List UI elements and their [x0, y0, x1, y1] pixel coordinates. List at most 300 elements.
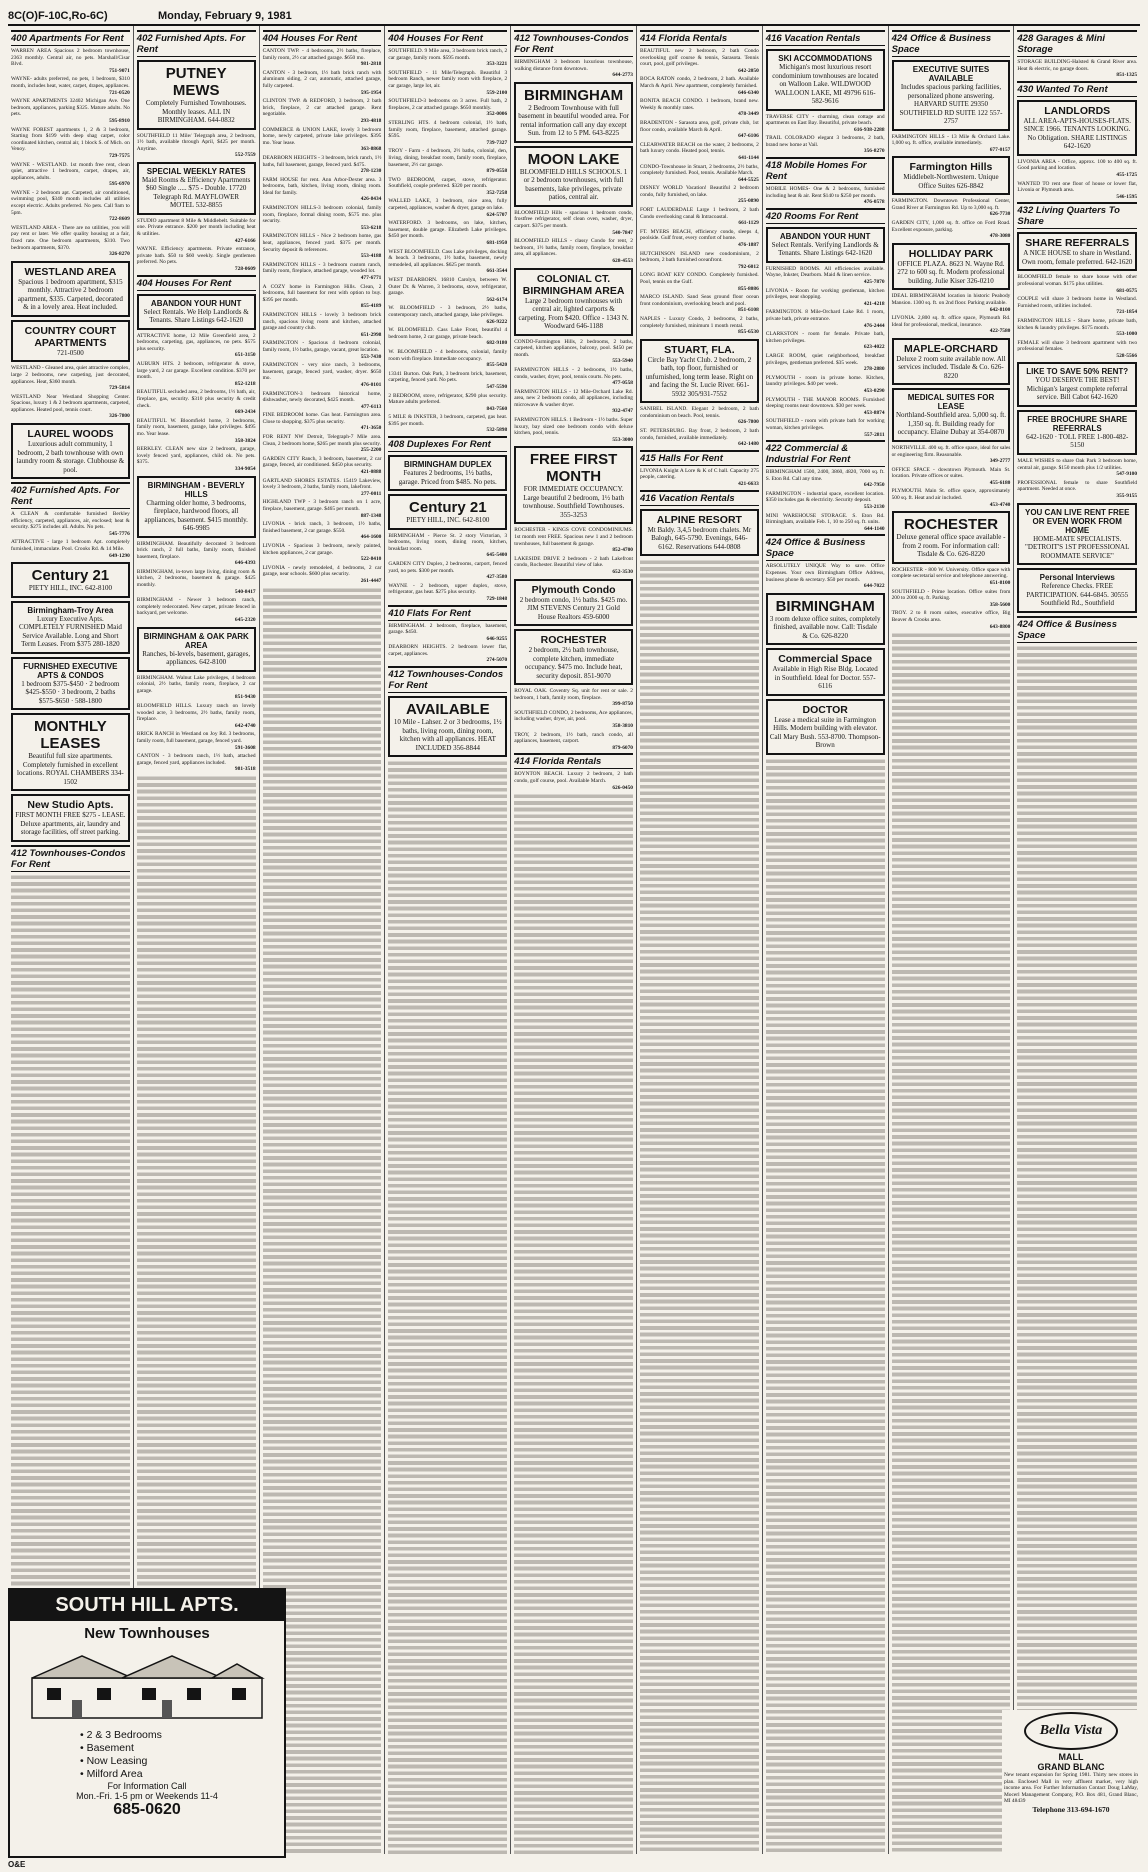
ad-phone: 661-1129: [738, 220, 759, 227]
ad-text: CONDO-Townhouse in Stuart, 2 bedrooms, 2½ baths, completely furnished. Pool, tennis. Available March.: [639, 163, 759, 177]
display-ad-body: HOME-MATE SPECIALISTS. "DETROIT'S 1ST PROFESSIONAL ROOMMATE SERVICE": [1025, 534, 1130, 560]
display-ad-title: Farmington Hills: [909, 161, 993, 174]
display-ad-title: MOON LAKE: [527, 150, 620, 168]
classified-ad: [388, 414, 507, 434]
classified-ad: [640, 185, 759, 205]
south-hill-apts-ad: [8, 1588, 286, 1858]
ad-text: SOUTHFIELD 11 Mile/ Telegraph area, 2 bedroom, 1½ bath, available through April, $425 per month. Anytime.: [136, 132, 256, 152]
display-ad: [892, 156, 1011, 195]
display-ad-title: SPECIAL WEEKLY RATES: [146, 166, 246, 176]
ad-phone: 642-7950: [863, 482, 885, 489]
ad-text: MINI WAREHOUSE STORAGE. S. Eton Rd. Birmingham, available Feb. 1, 10 to 250 sq. ft. units.: [765, 512, 885, 526]
display-ad-title: ROCHESTER: [540, 634, 607, 647]
classified-ad: [388, 349, 507, 369]
ad-phone: 545-7776: [109, 530, 130, 537]
classified-ad: [388, 371, 507, 391]
ad-phone: 721-1854: [1116, 309, 1138, 316]
ad-text: WAYNE APARTMENTS 32402 Michigan Ave. One bedroom, appliances, parking $325. Mature adults. No pets.: [11, 98, 130, 118]
classified-ad: [766, 266, 885, 286]
classified-ad: [388, 148, 507, 174]
ad-phone: 677-0157: [989, 146, 1011, 153]
ad-phone: 645-2320: [234, 617, 256, 624]
section-heading: 408 Duplexes For Rent: [388, 436, 507, 452]
ad-phone: 855-8086: [738, 285, 759, 292]
classified-ad: [263, 233, 382, 259]
ad-phone: 476-0101: [360, 381, 382, 388]
ad-phone: 352-7258: [486, 189, 508, 196]
ad-text: STERLING HTS. 4 bedroom colonial, 1½ bath, family room, fireplace, basement, attached garage. $595.: [388, 119, 508, 140]
display-ad: [11, 562, 130, 598]
ad-phone: 547-9100: [1116, 471, 1138, 478]
display-ad-body: 2 bedroom, 2½ bath townhouse, complete kitchen, immediate occupancy. $475 mo. Include heat, security deposit. 851-9070: [524, 646, 623, 680]
classified-ad: [263, 48, 382, 68]
section-heading: 402 Furnished Apts. For Rent: [11, 482, 130, 509]
classified-ad: [640, 251, 759, 271]
ad-phone: 644-7022: [863, 583, 885, 590]
ad-phone: 326-7800: [109, 413, 130, 420]
classified-ad: [514, 59, 633, 79]
classified-ad: [263, 456, 382, 476]
classified-ad: [388, 305, 507, 325]
ad-text: 13341 Burton. Oak Park, 3 bedroom brick, basement, carpeting, fenced yard. No pets.: [388, 370, 508, 384]
display-ad-title: New Studio Apts.: [27, 799, 114, 812]
ad-text: BLOOMFIELD HILLS - classy Condo for rent, 2 bedroom, 1½ baths, family room, fireplace, breakfast area, all appliances.: [514, 238, 633, 258]
ad-text: BIRMINGHAM 1500, 2400, 3860, 4820, 7000 sq. ft. S. Eton Rd. Call any time.: [765, 469, 885, 482]
ad-text: PLYMOUTH - THE MANOR ROOMS. Furnished sleeping rooms near downtown. $30 per week.: [765, 396, 885, 410]
section-heading: 400 Apartments For Rent: [11, 30, 130, 46]
ad-text: 2 BEDROOM, stove, refrigerator, $290 plus security. Mature adults preferred.: [388, 392, 508, 406]
ad-text: FT. MYERS BEACH, efficiency condo, sleeps 4, poolside. Gulf front, every comfort of home.: [639, 228, 759, 242]
ad-text: WATERFORD. 3 bedrooms, on lake, kitchen, basement, double garage. Elizabeth Lake privileges. $450 per month.: [388, 220, 508, 240]
ad-text: ROCHESTER - KINGS COVE CONDOMINIUMS. 1st month rent FREE. Spacious new 1 and 2 bedroom townhouses, full basement & garage.: [514, 527, 633, 547]
display-ad-title: AVAILABLE: [405, 701, 490, 719]
ad-text: GARDEN CITY, 1,000 sq. ft. office on Ford Road. Excellent exposure, parking.: [891, 220, 1011, 233]
display-ad-body: BLOOMFIELD HILLS SCHOOLS. 1 or 2 bedroom townhouses, with full basements, lake privileges, private patios, central air.: [519, 167, 628, 202]
classified-ad: [388, 249, 507, 275]
ad-text: FARMINGTON - Spacious 4 bedroom colonial, family room, 1½ baths, garage, vacant, great location.: [262, 340, 382, 353]
ad-phone: 661-3544: [486, 268, 508, 275]
bullet-icon: •: [80, 1742, 87, 1754]
ad-text: CLEARWATER BEACH on the water, 2 bedrooms, 2 bath luxury condo. Heated pool, tennis.: [639, 141, 759, 155]
ad-phone: 453-4740: [989, 501, 1011, 508]
display-ad-body: ALL AREA-APTS-HOUSES-FLATS. SINCE 1966. TENANTS LOOKING. No Obligation. SHARE LISTINGS 642-1620: [1023, 116, 1131, 151]
ad-text: DEARBORN HEIGHTS - 3 bedroom, brick ranch, 1½ baths, full basement, garage, fenced yard. $475.: [262, 154, 382, 168]
fine-print-text-block: [1017, 645, 1137, 1854]
display-ad: [137, 627, 256, 672]
ad-phone: 522-8410: [360, 556, 382, 563]
ad-text: WAYNE FOREST apartments 1, 2 & 3 bedroom, Starting from $199 with deep shag carpet, color coordinated kitchen, central air, 1 block S. of Mich. on Venoy.: [11, 126, 130, 153]
ad-text: GARDEN CITY Duplex, 2 bedrooms, carport, fenced yard, no pets. $300 per month.: [388, 560, 508, 574]
ad-phone: 851-1325: [1116, 72, 1138, 79]
ad-phone: 591-3608: [234, 744, 256, 751]
ad-text: FARMINGTON HILLS - 3 bedroom custom ranch, family room, fireplace, attached garage, wooded lot.: [262, 261, 382, 275]
ad-text: FURNISHED ROOMS. All efficiencies available. Wayne, Inkster, Dearborn. Maid & linen service.: [765, 265, 885, 279]
display-ad: [11, 794, 130, 842]
section-heading: 404 Houses For Rent: [388, 30, 507, 46]
classified-ad: [514, 339, 633, 365]
display-ad: [137, 476, 256, 538]
ad-phone: 476-1887: [738, 242, 759, 249]
classified-ad: [766, 491, 885, 511]
display-ad-body: Includes spacious parking facilities, personalized phone answering. HARVARD SUITE 29350 SOUTHFIELD RD SUITE 122 557-2757: [899, 83, 1003, 125]
ad-text: HIGHLAND TWP - 3 bedroom ranch on 1 acre, fireplace, basement, garage. $465 per month.: [262, 499, 382, 512]
display-ad-body: Deluxe general office space available - from 2 room. For information call: Tisdale & Co. 626-8220: [896, 533, 1006, 559]
classified-ad: [640, 76, 759, 96]
ad-phone: 478-3080: [989, 233, 1011, 240]
classified-ad: [388, 533, 507, 559]
classified-ad: [11, 190, 130, 223]
south-hill-hours: Mon.-Fri. 1-5 pm or Weekends 11-4: [76, 1791, 218, 1801]
classified-ad: [892, 467, 1011, 487]
section-heading: 415 Halls For Rent: [640, 450, 759, 466]
display-ad-title: FREE BROCHURE SHARE REFERRALS: [1027, 414, 1128, 433]
classified-ad: [263, 521, 382, 541]
ad-phone: 425-7870: [863, 279, 885, 286]
display-ad-body: PIETY HILL, INC. 642-8100: [406, 516, 490, 525]
ad-phone: 879-0558: [486, 168, 508, 175]
classified-ad: [137, 333, 256, 359]
classified-ad: [388, 583, 507, 603]
classified-ad: [640, 229, 759, 249]
classified-ad: [892, 445, 1011, 465]
section-heading: 404 Houses For Rent: [263, 30, 382, 46]
classified-ad: [514, 688, 633, 708]
ad-text: AUBURN HTS. 2 bedroom, refrigerator & stove, large yard, 2 car garage. Excellent condition. $370 per month.: [136, 361, 256, 381]
ad-phone: 540-7847: [612, 229, 633, 236]
classified-ad: [11, 225, 130, 258]
display-ad: [11, 423, 130, 479]
ad-phone: 353-3221: [486, 61, 508, 68]
display-ad-title: LANDLORDS: [1044, 104, 1111, 117]
south-hill-feature: [80, 1742, 284, 1755]
classified-ad: [388, 327, 507, 347]
section-heading: 420 Rooms For Rent: [766, 208, 885, 224]
display-ad: [11, 713, 130, 791]
display-ad-body: Completely Furnished Townhouses. Monthly leases. ALL IN BIRMINGHAM. 644-0832: [145, 99, 247, 124]
south-hill-feature: [80, 1729, 284, 1742]
ad-text: BIRMINGHAM - Pierce St. 2 story Victorian, 3 bedrooms, living room, dining room, kitchen, breakfast room.: [388, 532, 508, 552]
ad-phone: 646-9255: [486, 635, 508, 642]
classified-ad: [263, 434, 382, 454]
ad-phone: 626-9222: [486, 318, 508, 325]
section-heading: 402 Furnished Apts. For Rent: [137, 30, 256, 57]
ad-text: ATTRACTIVE - large 1 bedroom Apt. completely furnished, immaculate. Pool. Crooks Rd. & 14 Mile.: [11, 539, 130, 553]
ad-phone: 528-5566: [1116, 352, 1138, 359]
classified-ad: [640, 164, 759, 184]
display-ad-title: FREE FIRST MONTH: [529, 451, 618, 486]
display-ad: [514, 268, 633, 336]
display-ad-body: Luxurious adult community, 1 bedroom, 2 bath townhouse with own laundry room & storage. Clubhouse & pool.: [16, 440, 125, 474]
south-hill-feature-text: Now Leasing: [86, 1755, 148, 1767]
ad-text: FEMALE will share 3 bedroom apartment with two professional females.: [1017, 339, 1138, 353]
fine-print-text-block: [388, 760, 507, 1854]
classified-ad: [263, 98, 382, 124]
bullet-icon: •: [80, 1755, 87, 1767]
display-ad-title: ROCHESTER: [903, 516, 999, 534]
display-ad-title: HOLLIDAY PARK: [908, 247, 994, 260]
ad-phone: 642-4740: [234, 722, 256, 729]
ad-phone: 651-8100: [989, 579, 1011, 586]
display-ad-title: ABANDON YOUR HUNT: [150, 298, 242, 308]
ad-phone: 553-6218: [360, 224, 382, 231]
display-ad: [640, 509, 759, 557]
section-heading: 416 Vacation Rentals: [766, 30, 885, 46]
classified-ad: [892, 134, 1011, 154]
ad-phone: 278-1230: [360, 168, 382, 175]
classified-ad: [514, 732, 633, 752]
ad-phone: 981-2818: [360, 61, 382, 68]
classified-columns: [8, 24, 1140, 1854]
ad-phone: 641-1144: [738, 154, 759, 161]
section-heading: 416 Vacation Rentals: [640, 490, 759, 506]
classified-ad: [137, 597, 256, 623]
bella-vista-phone: Telephone 313-694-1670: [1032, 1804, 1110, 1814]
classified-ad: [1017, 480, 1137, 500]
ad-text: MALE WISHES to share Oak Park 3 bedroom home, central air, garage. $150 month plus 1/2 utilities.: [1017, 457, 1138, 471]
ad-phone: 355-9155: [1116, 492, 1138, 499]
display-ad: [766, 49, 885, 111]
display-ad: [388, 455, 507, 491]
ad-phone: 626-7800: [738, 419, 759, 426]
classified-ad: [137, 389, 256, 415]
ad-text: WEST DEARBORN. 16810 Carolyn, between W. Outer Dr. & Warren, 3 bedrooms, stove, refrigerator, garage.: [388, 277, 508, 297]
south-hill-subtitle: New Townhouses: [84, 1625, 210, 1642]
page-header: [8, 8, 1140, 24]
section-heading: 404 Houses For Rent: [137, 275, 256, 291]
ad-text: BLOOMFIELD HILLS. Luxury ranch on lovely wooded acre, 3 bedrooms, 2½ baths, family room, fireplace.: [136, 703, 256, 723]
ad-text: W. BLOOMFIELD. Cass Lake Front, beautiful 4 bedroom home, 2 car garage, private beach.: [388, 327, 508, 340]
ad-text: LIVONIA - Spacious 3 bedroom, newly painted, kitchen appliances, 2 car garage.: [262, 542, 382, 556]
classified-ad: [137, 541, 256, 567]
ad-phone: 646-4393: [234, 560, 256, 567]
ad-phone: 642-1480: [738, 441, 759, 448]
classified-ad: [11, 127, 130, 160]
section-heading: 414 Florida Rentals: [640, 30, 759, 46]
ad-phone: 546-1595: [1116, 193, 1138, 200]
bella-vista-body: New tenant expansion for Spring 1981. Thirty new stores in plan. Enclosed Mall in very affluent market, very high income area. For Further Information Contact Doug LaMay, Mocerl Management Company, P.O. Box 481, Grand Blanc, MI 48439: [1004, 1772, 1138, 1805]
classified-ad: [388, 644, 507, 664]
classified-ad: [11, 162, 130, 188]
ad-phone: 643-8800: [989, 623, 1011, 630]
display-ad-title: MONTHLY LEASES: [34, 718, 107, 753]
ad-phone: 729-7575: [109, 152, 130, 159]
column-5: [511, 26, 637, 1854]
classified-ad: [388, 177, 507, 197]
south-hill-feature-list: [10, 1729, 284, 1781]
ad-phone: 595-1954: [360, 89, 382, 96]
ad-phone: 644-5525: [738, 176, 759, 183]
ad-text: NAPLES - Luxury Condo, 2 bedrooms, 2 baths, completely furnished, minimum 1 month rental.: [639, 315, 759, 329]
ad-phone: 455-6180: [989, 479, 1011, 486]
ad-phone: 852-1218: [234, 380, 256, 387]
ad-phone: 624-5707: [486, 211, 508, 218]
ad-text: LIVONIA - newly remodeled, 4 bedrooms, 2 car garage, near schools. $600 plus security.: [262, 564, 382, 578]
issue-date: Monday, February 9, 1981: [158, 10, 292, 22]
classified-ad: [263, 312, 382, 338]
display-ad-body: Ranches, bi-levels, basement, garages, appliances. 642-8100: [142, 649, 251, 667]
ad-text: SOUTHFIELD CONDO, 2 bedrooms, Ace appliances, including washer, dryer, air, pool.: [514, 709, 633, 723]
ad-text: WALLED LAKE, 3 bedroom, nice area, fully carpeted, appliances, washer & dryer, garage on lake.: [388, 198, 508, 212]
classified-ad: [640, 316, 759, 336]
ad-text: PLYMOUTH. Main St. office space, approximately 500 sq. ft. Heat and air included.: [891, 488, 1011, 502]
ad-text: WESTLAND AREA - There are no utilities, you will pay rent or later. We offer quality housing at a fair, fixed rate. One bedroom apartments, $310. Two bedroom apartments, $370.: [11, 224, 130, 251]
classified-ad: [892, 220, 1011, 240]
ad-text: SOUTHFIELD - 11 Mile/Telegraph. Beautiful 3 bedroom Ranch, newer family room with fireplace, 2 car garage, large lot, air.: [388, 69, 508, 89]
display-ad: [514, 146, 633, 207]
display-ad: [388, 696, 507, 757]
ad-phone: 363-8868: [360, 146, 382, 153]
ad-phone: 274-5070: [486, 657, 508, 664]
ad-text: MOBILE HOMES- One & 2 bedrooms, furnished including heat & air. Rent $140 to $250 per month.: [765, 186, 885, 199]
classified-ad: [388, 120, 507, 146]
ad-text: WARREN AREA Spacious 2 bedroom townhouse, 2363 monthly. Central air, no pets. Marshall/Cisar Blvd.: [11, 48, 130, 68]
ad-text: BOYNTON BEACH. Luxury 2 bedroom, 2 bath condo, golf course, pool. Available March.: [514, 771, 633, 785]
ad-text: FOR RENT NW Detroit, Telegraph-7 Mile area. Clean, 2 bedroom home, $265 per month plus security.: [262, 434, 382, 447]
classified-ad: [388, 393, 507, 413]
display-ad: [11, 320, 130, 363]
bella-vista-subtitle: MALL: [1058, 1752, 1084, 1762]
ad-phone: 552-7559: [234, 152, 256, 159]
display-ad-title: Birmingham-Troy Area: [27, 605, 114, 615]
ad-phone: 626-0450: [612, 784, 633, 791]
ad-text: IDEAL BIRMINGHAM location in historic Peabody Mansion. 1300 sq. ft. on 2nd floor. Parking available.: [891, 293, 1011, 306]
ad-text: TRAVERSE CITY - charming, clean cottage and apartments on East Bay. Beautiful, private beach.: [765, 113, 885, 127]
classified-ad: [11, 511, 130, 537]
classified-ad: [766, 331, 885, 351]
classified-ad: [388, 623, 507, 643]
column-8: [889, 26, 1015, 1854]
section-heading: 430 Wanted To Rent: [1017, 81, 1137, 97]
fine-print-text-block: [640, 559, 759, 1854]
display-ad-body: Beautiful full size apartments. Completely furnished in excellent locations. ROYAL CHAMBERS 334-1502: [17, 752, 124, 786]
ad-phone: 644-2773: [612, 72, 633, 79]
ad-phone: 557-2811: [864, 431, 885, 438]
display-ad: [137, 162, 256, 215]
ad-text: BOCA RATON condo, 2 bedroom, 2 bath. Available March & April. New apartment, completely furnished.: [639, 76, 759, 89]
display-ad-title: SHARE REFERRALS: [1025, 237, 1130, 250]
classified-ad: [388, 48, 507, 68]
section-heading: 410 Flats For Rent: [388, 605, 507, 621]
display-ad-body: OFFICE PLAZA. 8623 N. Wayne Rd. 272 to 600 sq. ft. Modern professional building. Julie Kiser 326-0210: [897, 259, 1005, 285]
classified-ad: [388, 198, 507, 218]
south-hill-feature-text: 2 & 3 Bedrooms: [86, 1729, 162, 1741]
display-ad-title: YOU CAN LIVE RENT FREE OR EVEN WORK FROM HOME: [1024, 507, 1130, 535]
ad-text: LARGE ROOM, quiet neighborhood, breakfast privileges, gentleman preferred. $35 week.: [765, 352, 885, 366]
ad-text: COMMERCE & UNION LAKE, lovely 3 bedroom home, newly carpeted, private lake privileges. $395 mo. Year lease.: [262, 126, 382, 146]
ad-phone: 792-6012: [738, 263, 759, 270]
classified-ad: [388, 70, 507, 96]
display-ad-title: BIRMINGHAM DUPLEX: [404, 460, 492, 470]
ad-phone: 399-8750: [612, 701, 633, 708]
display-ad-title: PUTNEY MEWS: [165, 65, 227, 99]
ad-phone: 427-6166: [234, 237, 256, 244]
ad-phone: 681-1950: [486, 240, 508, 247]
ad-phone: 851-9430: [234, 694, 256, 701]
display-ad: [514, 446, 633, 524]
ad-phone: 352-0006: [486, 111, 508, 118]
section-heading: 424 Office & Business Space: [1017, 616, 1137, 643]
ad-phone: 647-6106: [738, 133, 759, 140]
ad-phone: 547-5590: [486, 383, 508, 390]
classified-ad: [263, 177, 382, 203]
bella-vista-location: GRAND BLANC: [1037, 1762, 1105, 1772]
south-hill-feature-text: Milford Area: [86, 1768, 143, 1780]
ad-phone: 553-3000: [612, 436, 633, 443]
classified-ad: [137, 133, 256, 159]
ad-phone: 421-0888: [360, 469, 382, 476]
ad-phone: 682-9180: [486, 340, 508, 347]
classified-ad: [766, 375, 885, 395]
display-ad-body: 3 room deluxe office suites, completely finished, available now. Call: Tisdale & Co. 626-8220: [769, 614, 881, 640]
ad-text: A CLEAN & comfortable furnished Berkley efficiency, carpeted, appliances, air, enclosed; heat & security. $275 includes all. Adults. No pets.: [11, 511, 130, 531]
ad-text: BIRMINGHAM, in-town large living, dining room & kitchen, 2 bedrooms, basement & garage. $425 monthly.: [136, 568, 256, 589]
display-ad-body: Middlebelt-Northwestern. Unique Office Suites 626-8842: [903, 173, 999, 190]
ad-text: FARMINGTON HILLS. 1 Bedroom - 1½ baths. Super luxury, bay sized one bedroom condo with deluxe kitchen, pool, tennis.: [514, 417, 633, 437]
ad-phone: 728-0609: [234, 266, 256, 273]
ad-phone: 453-8874: [863, 409, 885, 416]
ad-text: W. BLOOMFIELD - 4 bedrooms, colonial, family room with fireplace. Immediate occupancy.: [388, 348, 508, 362]
display-ad: [892, 243, 1011, 291]
ad-text: LIVONIA - brick ranch, 3 bedroom, 1½ baths, finished basement, 2 car garage. $550.: [262, 521, 382, 534]
display-ad-body: Available in High Rise Bldg. Located in Southfield. Ideal for Doctor. 557-6116: [772, 665, 878, 691]
ad-text: FARMINGTON HILLS - 13 Mile & Orchard Lake. 1,000 sq. ft. office, available immediately.: [891, 133, 1011, 147]
classified-ad: [137, 731, 256, 751]
display-ad-title: BIRMINGHAM: [524, 86, 624, 104]
display-ad: [514, 579, 633, 627]
classified-ad: [640, 294, 759, 314]
ad-text: GARTLAND SHORES ESTATES. 15419 Lakeview, lovely 3 bedroom, 2 baths, family room, lakefront.: [262, 477, 382, 491]
ad-phone: 626-7730: [989, 211, 1011, 218]
classified-ad: [514, 367, 633, 387]
ad-text: BIRMINGHAM. Beautifully decorated 3 bedroom brick ranch, 2 full baths, family room, finished basement, fireplace.: [136, 540, 256, 560]
ad-phone: 478-3449: [738, 111, 759, 118]
ad-text: CANTON TWP. - 4 bedrooms, 2½ baths, fireplace, family room, 2½ car attached garage. $650 mo.: [262, 48, 382, 61]
ad-phone: 358-5600: [989, 601, 1011, 608]
ad-phone: 532-5898: [486, 427, 508, 434]
ad-text: CONDO-Farmington Hills, 2 bedrooms, 2 baths, carpeted, kitchen appliances, balcony, pool. $450 per month.: [514, 338, 633, 358]
display-ad-title: STUART, FLA.: [664, 343, 735, 356]
classified-ad: [11, 48, 130, 74]
classified-ad: [514, 556, 633, 576]
column-9: [1014, 26, 1140, 1854]
ad-text: BRICK RANCH in Westland on Joy Rd. 3 bedrooms, family room, full basement, garage, fenced yard.: [136, 731, 256, 744]
ad-phone: 851-6108: [738, 307, 759, 314]
display-ad: [1017, 568, 1137, 613]
classified-ad: [263, 284, 382, 310]
classified-ad: [137, 675, 256, 701]
ad-text: TROY, 2 bedroom, 1½ bath, ranch condo, all appliances, basement, carport.: [514, 731, 633, 745]
classified-ad: [137, 218, 256, 244]
ad-text: CANTON - 3 bedroom, 1½ bath brick ranch with aluminum siding, 2 car, automatic, attached garage, fully carpeted.: [262, 69, 382, 89]
ad-text: ST. PETERSBURG. Bay front, 2 bedroom, 2 bath condo, furnished, available immediately.: [639, 428, 759, 441]
ad-phone: 334-9054: [234, 465, 256, 472]
ad-phone: 553-5940: [612, 358, 633, 365]
ad-text: ABSOLUTELY UNIQUE Way to save. Office Expenses. Your own Birmingham Office Address, business phone & secretary. $50 per month.: [765, 563, 885, 583]
display-ad: [514, 629, 633, 685]
column-4: [385, 26, 511, 1854]
ad-text: DISNEY WORLD Vacation! Beautiful 2 bedroom condo, fully furnished, on lake.: [639, 185, 759, 198]
classified-ad: [766, 397, 885, 417]
classified-ad: [640, 142, 759, 162]
ad-text: BRADENTON - Sarasota area, golf, private club, 1st floor condo, available March & April.: [639, 119, 759, 133]
classified-ad: [1017, 159, 1137, 179]
display-ad-body: 642-1620 · TOLL FREE 1-800-482-5150: [1026, 432, 1129, 450]
classified-ad: [514, 238, 633, 264]
display-ad-body: Select Rentals. We Help Landlords & Tenants. Share Listings 642-1620: [143, 307, 249, 325]
ad-text: SANIBEL ISLAND. Elegant 2 bedroom, 2 bath condominium on beach. Pool, tennis.: [639, 406, 759, 419]
classified-ad: [514, 210, 633, 236]
classified-ad: [892, 315, 1011, 335]
